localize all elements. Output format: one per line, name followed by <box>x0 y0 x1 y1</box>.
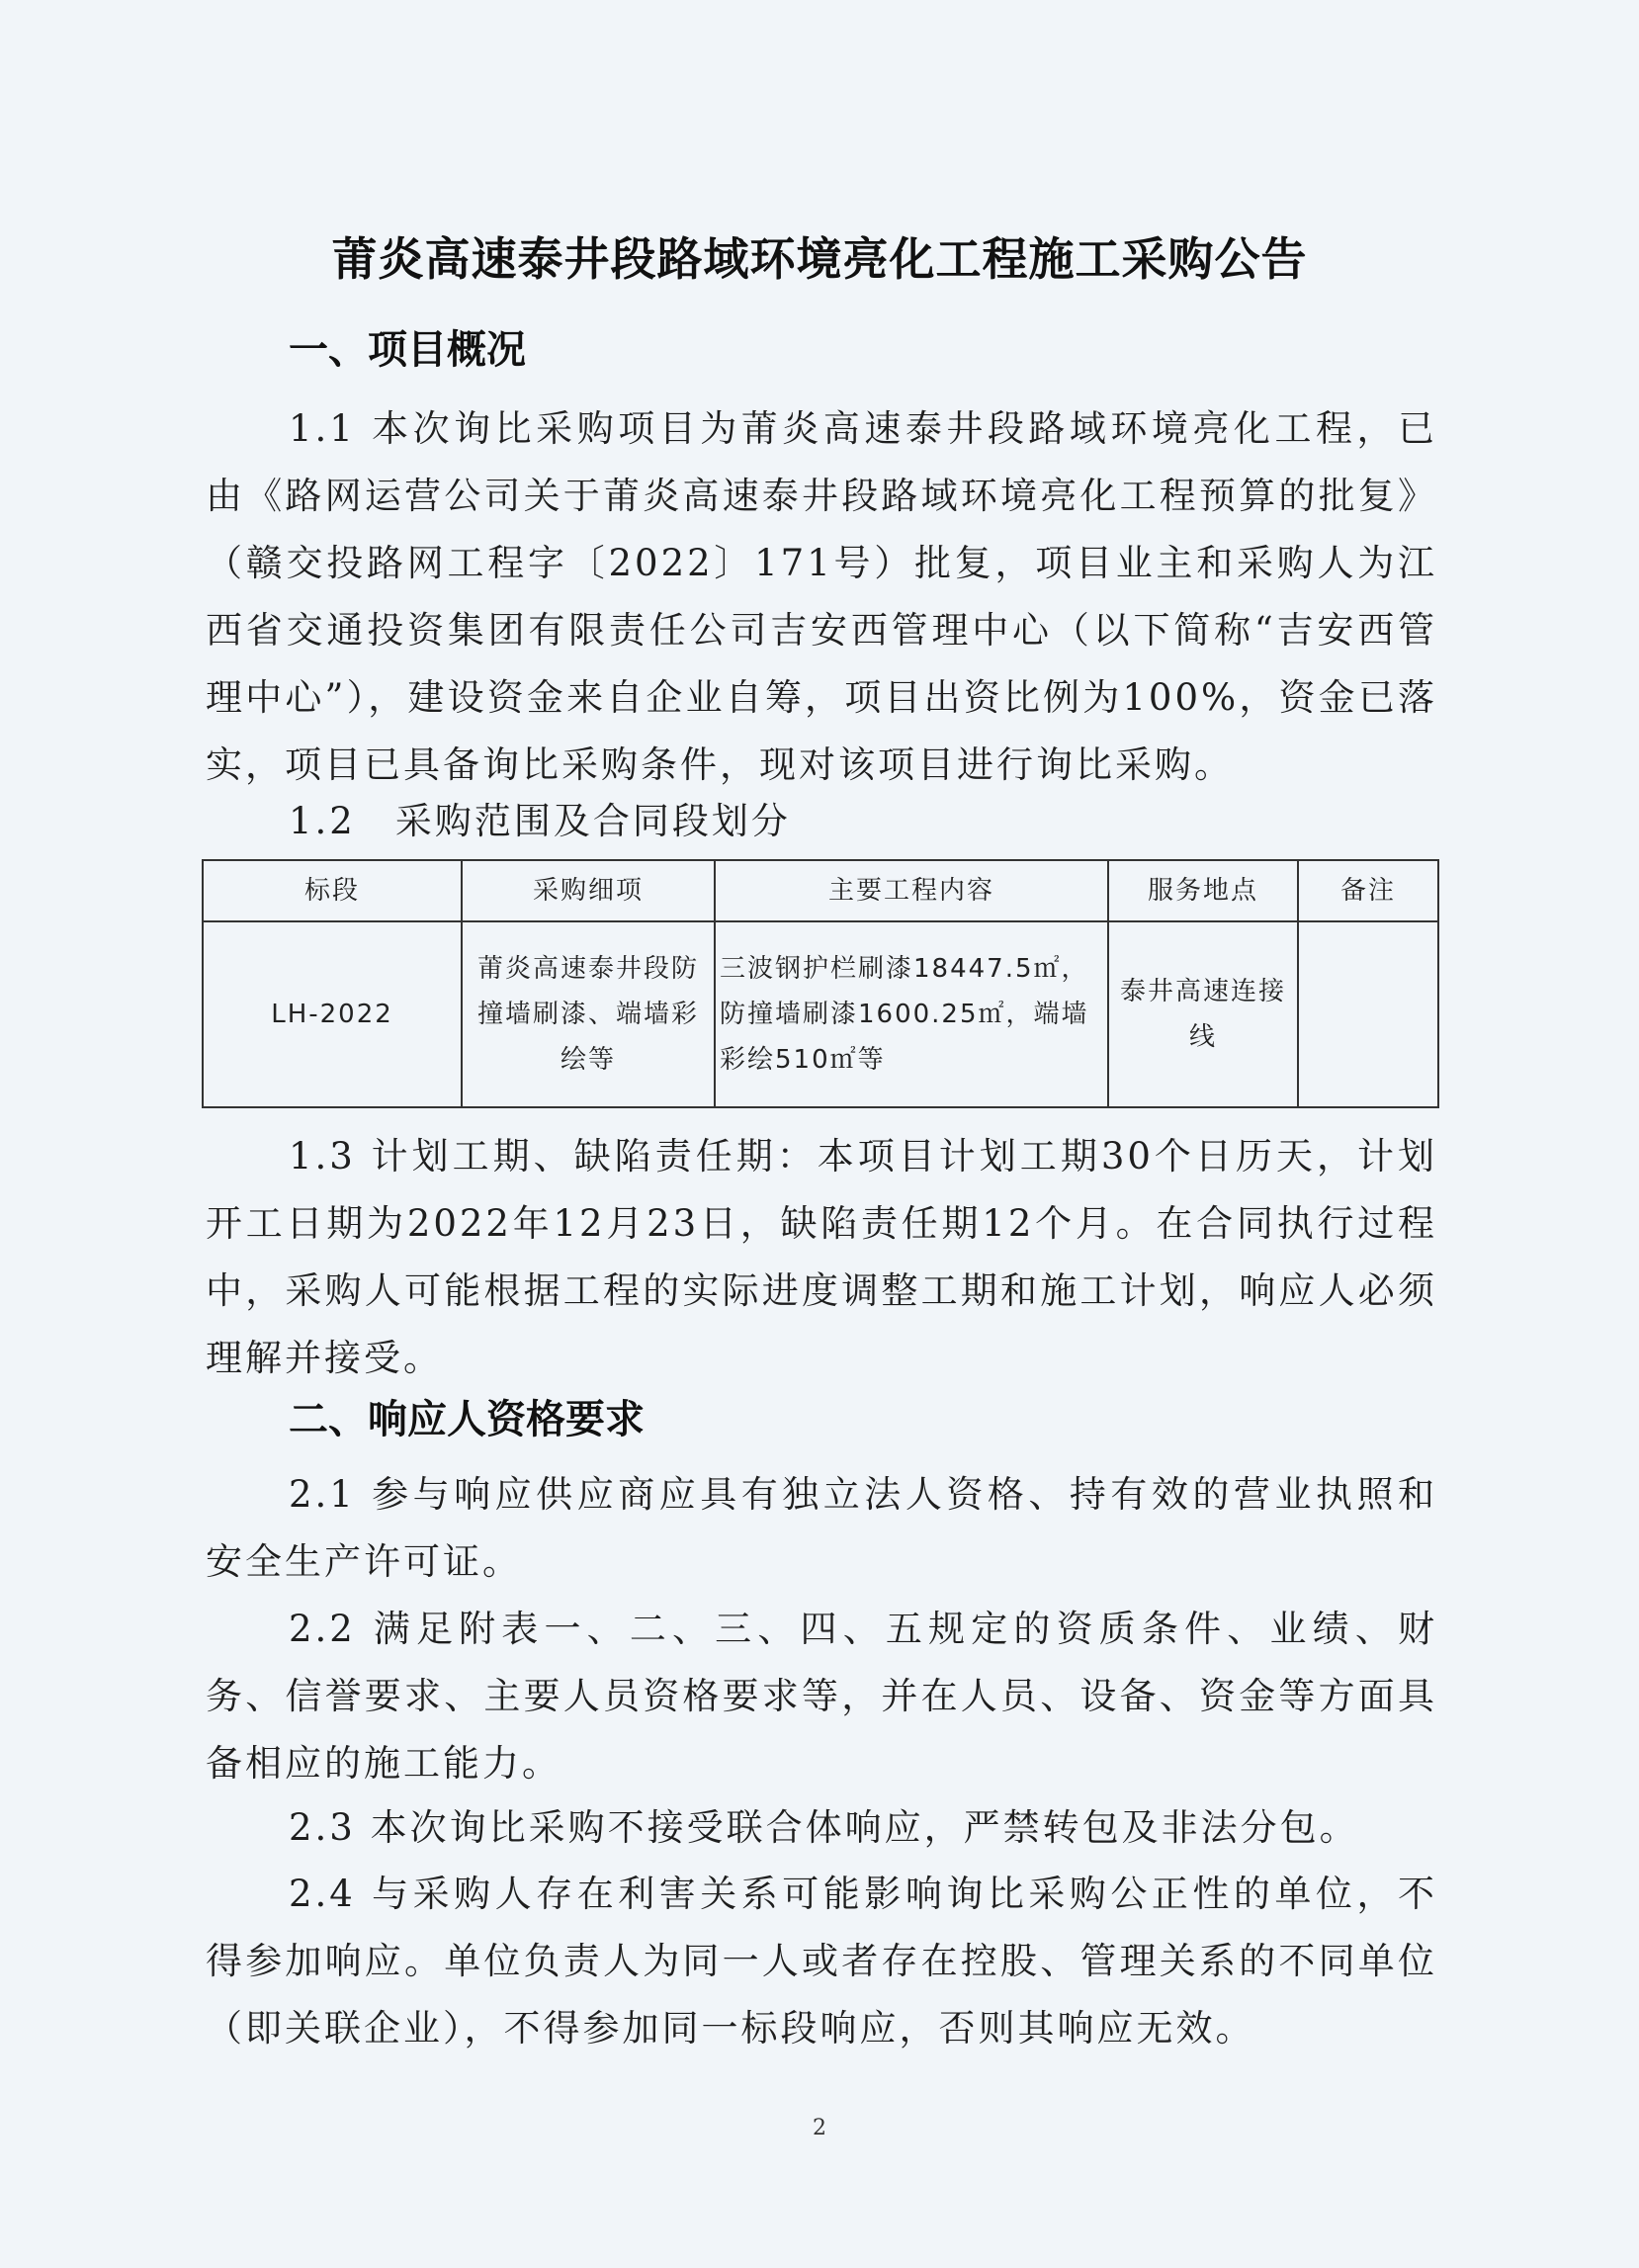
table-header-cell: 备注 <box>1298 860 1438 921</box>
paragraph-1-1: 1.1 本次询比采购项目为莆炎高速泰井段路域环境亮化工程，已由《路网运营公司关于莆炎高速泰井段路域环境亮化工程预算的批复》（赣交投路网工程字〔2022〕171号）批复，项目业主和采购人为江西省交通投资集团有限责任公司吉安西管理中心（以下简称“吉安西管理中心”），建设资金来自企业自筹，项目出资比例为100%，资金已落实，项目已具备询比采购条件，现对该项目进行询比采购。 <box>206 407 1437 786</box>
paragraph-1-3: 1.3 计划工期、缺陷责任期：本项目计划工期30个日历天，计划开工日期为2022年12月23日，缺陷责任期12个月。在合同执行过程中，采购人可能根据工程的实际进度调整工期和施工计划，响应人必须理解并接受。 <box>206 1135 1437 1379</box>
document-title: 莆炎高速泰井段路域环境亮化工程施工采购公告 <box>331 232 1308 286</box>
paragraph-2-3: 2.3 本次询比采购不接受联合体响应，严禁转包及非法分包。 <box>289 1806 1359 1849</box>
table-header-cell: 标段 <box>203 860 462 921</box>
table-header-cell: 主要工程内容 <box>715 860 1108 921</box>
section-heading-qualification: 二、响应人资格要求 <box>289 1397 645 1442</box>
table-header-cell: 服务地点 <box>1108 860 1298 921</box>
paragraph-1-2: 1.2 采购范围及合同段划分 <box>289 800 791 842</box>
table-header-cell: 采购细项 <box>462 860 715 921</box>
procurement-scope-table <box>202 859 1439 1108</box>
table-cell-lot: LH-2022 <box>203 921 462 1107</box>
table-row <box>203 921 1438 1107</box>
table-cell-location: 泰井高速连接线 <box>1108 921 1298 1107</box>
section-heading-project-overview: 一、项目概况 <box>289 327 526 373</box>
paragraph-2-1: 2.1 参与响应供应商应具有独立法人资格、持有效的营业执照和安全生产许可证。 <box>206 1473 1437 1583</box>
table-cell-item: 莆炎高速泰井段防撞墙刷漆、端墙彩绘等 <box>462 921 715 1107</box>
table-cell-remarks <box>1298 921 1438 1107</box>
page-number: 2 <box>813 2116 826 2140</box>
paragraph-2-4: 2.4 与采购人存在利害关系可能影响询比采购公正性的单位，不得参加响应。单位负责人为同一人或者存在控股、管理关系的不同单位（即关联企业），不得参加同一标段响应，否则其响应无效。 <box>206 1873 1437 2050</box>
table-cell-content: 三波钢护栏刷漆18447.5㎡，防撞墙刷漆1600.25㎡，端墙彩绘510㎡等 <box>715 921 1108 1107</box>
paragraph-2-2: 2.2 满足附表一、二、三、四、五规定的资质条件、业绩、财务、信誉要求、主要人员资格要求等，并在人员、设备、资金等方面具备相应的施工能力。 <box>206 1608 1437 1785</box>
table-header-row <box>203 860 1438 921</box>
